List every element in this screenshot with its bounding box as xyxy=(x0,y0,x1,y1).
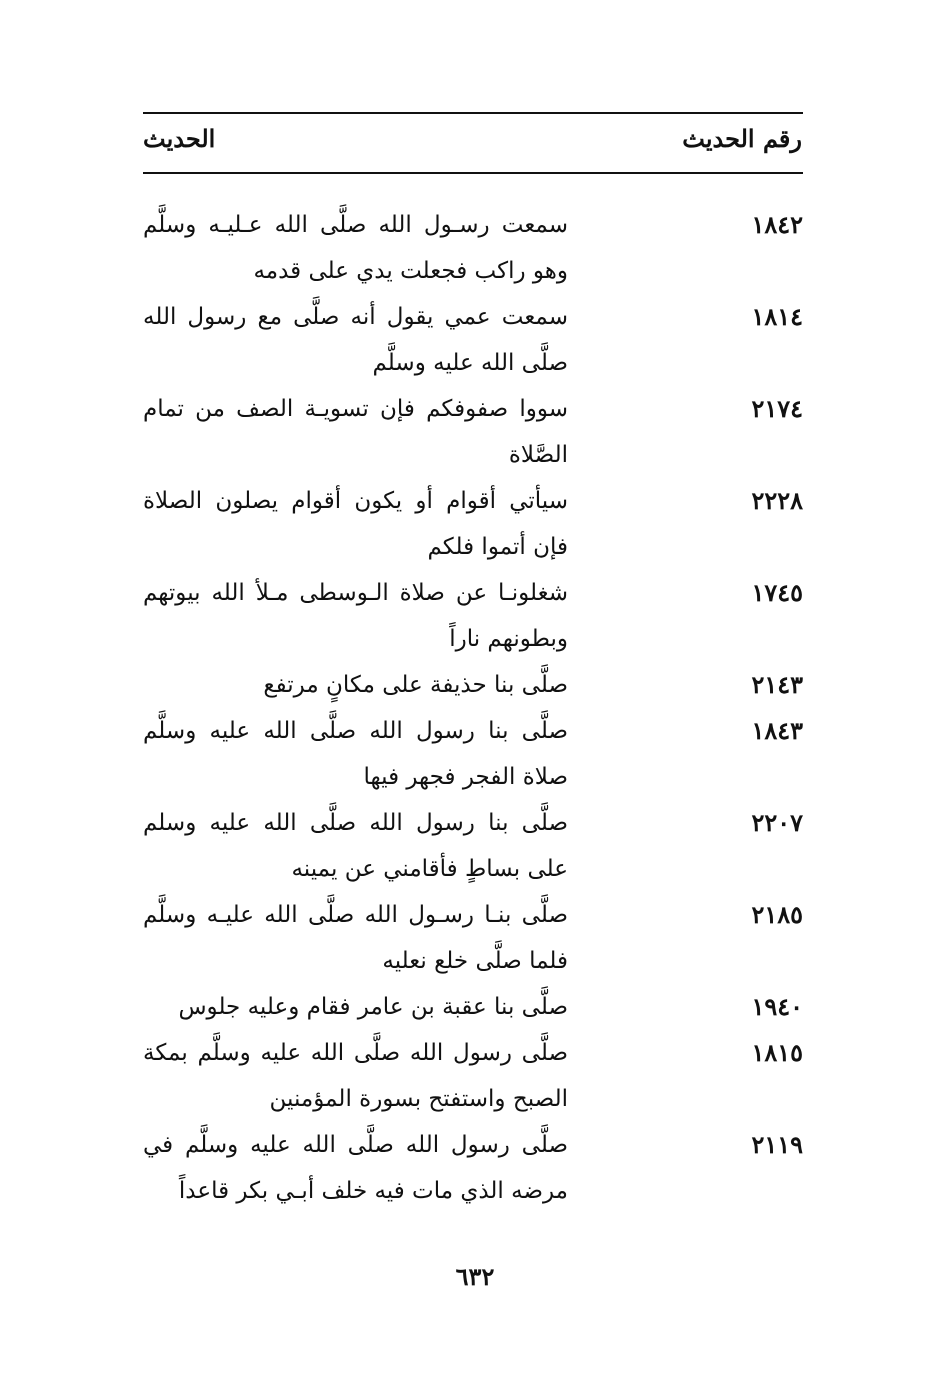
column-header-number: رقم الحديث xyxy=(682,124,802,153)
hadith-text: شغلونـا عن صلاة الـوسطى مـلأ الله بيوتهم وبطونهم ناراً xyxy=(143,580,568,652)
hadith-text: صلَّى بنا عقبة بن عامر فقام وعليه جلوس xyxy=(178,994,568,1020)
list-item xyxy=(143,662,803,708)
header-bottom-rule xyxy=(143,172,803,174)
hadith-index-list xyxy=(143,202,803,1214)
hadith-number: ١٨١٥ xyxy=(751,1038,803,1067)
hadith-text: صلَّى بنا رسول الله صلَّى الله عليه وسلَّم صلاة الفجر فجهر فيها xyxy=(143,718,568,790)
list-item xyxy=(143,570,803,662)
hadith-text: سمعت عمي يقول أنه صلَّى مع رسول الله صلَّى الله عليه وسلَّم xyxy=(143,304,568,376)
list-item xyxy=(143,892,803,984)
hadith-text: صلَّى رسول الله صلَّى الله عليه وسلَّم في مرضه الذي مات فيه خلف أبـي بكر قاعداً xyxy=(143,1132,568,1204)
list-item xyxy=(143,478,803,570)
hadith-number: ٢١٤٣ xyxy=(751,670,803,699)
hadith-number: ٢٢٢٨ xyxy=(751,486,803,515)
list-item xyxy=(143,1122,803,1214)
hadith-number: ١٨٤٣ xyxy=(751,716,803,745)
hadith-number: ١٧٤٥ xyxy=(751,578,803,607)
list-item xyxy=(143,294,803,386)
hadith-text: صلَّى بنا رسول الله صلَّى الله عليه وسلم على بساطٍ فأقامني عن يمينه xyxy=(143,810,568,882)
hadith-number: ٢١٧٤ xyxy=(751,394,803,423)
hadith-number: ١٨٤٢ xyxy=(751,210,803,239)
list-item xyxy=(143,708,803,800)
header-top-rule xyxy=(143,112,803,114)
hadith-text: سمعت رسـول الله صلَّى الله عـليـه وسلَّم وهو راكب فجعلت يدي على قدمه xyxy=(143,212,568,284)
list-item xyxy=(143,386,803,478)
hadith-number: ١٩٤٠ xyxy=(751,992,803,1021)
list-item xyxy=(143,984,803,1030)
list-item xyxy=(143,1030,803,1122)
hadith-text: صلَّى بنـا رسـول الله صلَّى الله عليـه وسلَّم فلما صلَّى خلع نعليه xyxy=(143,902,568,974)
hadith-number: ٢١١٩ xyxy=(751,1130,803,1159)
list-item xyxy=(143,800,803,892)
hadith-text: صلَّى رسول الله صلَّى الله عليه وسلَّم بمكة الصبح واستفتح بسورة المؤمنين xyxy=(143,1040,568,1112)
column-header-text: الحديث xyxy=(143,124,216,153)
page-number: ٦٣٢ xyxy=(455,1262,495,1291)
hadith-text: سووا صفوفكم فإن تسويـة الصف من تمام الصَّلاة xyxy=(143,396,568,468)
hadith-number: ٢٢٠٧ xyxy=(751,808,803,837)
hadith-text: سيأتي أقوام أو يكون أقوام يصلون الصلاة فإن أتموا فلكم xyxy=(143,488,568,560)
hadith-number: ٢١٨٥ xyxy=(751,900,803,929)
hadith-number: ١٨١٤ xyxy=(751,302,803,331)
hadith-text: صلَّى بنا حذيفة على مكانٍ مرتفع xyxy=(263,672,568,698)
list-item xyxy=(143,202,803,294)
